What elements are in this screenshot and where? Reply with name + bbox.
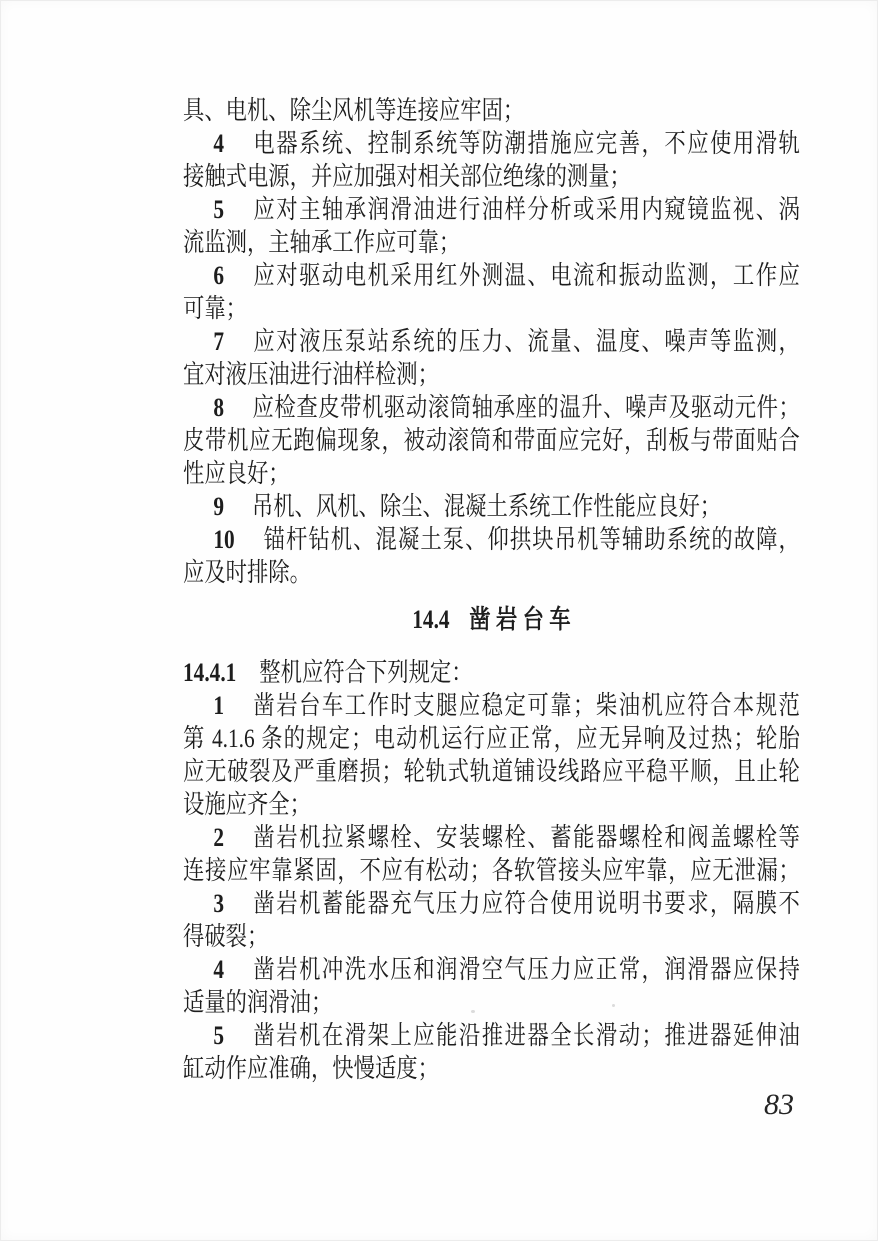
scan-speck xyxy=(612,1004,615,1007)
spec-item-paragraph xyxy=(183,953,878,1019)
section-heading-line xyxy=(183,603,800,636)
spec-item-paragraph xyxy=(183,127,878,193)
text-line: 具、电机、除尘风机等连接应牢固； xyxy=(183,96,525,125)
spec-item-paragraph xyxy=(183,689,878,821)
text-line: 适量的润滑油； xyxy=(183,988,333,1017)
item-number: 6 xyxy=(213,261,225,290)
text-line: 性应良好； xyxy=(183,459,290,488)
spec-item-paragraph xyxy=(183,490,878,523)
section-heading xyxy=(183,603,878,636)
text-line: 5 应对主轴承润滑油进行油样分析或采用内窥镜监视、涡 xyxy=(213,195,800,224)
text-line: 10 锚杆钻机、混凝土泵、仰拱块吊机等辅助系统的故障， xyxy=(213,525,800,554)
text-line: 4 凿岩机冲洗水压和润滑空气压力应正常，润滑器应保持 xyxy=(213,955,800,984)
item-number: 1 xyxy=(213,691,225,720)
text-line: 4 电器系统、控制系统等防潮措施应完善，不应使用滑轨 xyxy=(213,129,800,158)
item-number: 3 xyxy=(213,889,225,918)
text-line: 皮带机应无跑偏现象，被动滚筒和带面应完好，刮板与带面贴合 xyxy=(183,426,800,455)
maintenance-items-list xyxy=(183,94,878,589)
text-line: 宜对液压油进行油样检测； xyxy=(183,360,439,389)
spec-item-paragraph xyxy=(183,325,878,391)
item-number: 4 xyxy=(213,129,225,158)
item-number: 5 xyxy=(213,195,225,224)
spec-item-paragraph xyxy=(183,523,878,589)
section-heading-number: 14.4 xyxy=(412,605,450,634)
spec-item-paragraph xyxy=(183,821,878,887)
text-line: 接触式电源，并应加强对相关部位绝缘的测量； xyxy=(183,162,631,191)
item-number: 8 xyxy=(213,393,225,422)
text-line: 3 凿岩机蓄能器充气压力应符合使用说明书要求，隔膜不 xyxy=(213,889,800,918)
text-line: 14.4.1 整机应符合下列规定： xyxy=(183,658,473,687)
item-number: 4 xyxy=(213,955,225,984)
clause-items-list xyxy=(183,656,878,1085)
item-number: 5 xyxy=(213,1021,225,1050)
item-number: 9 xyxy=(213,492,225,521)
spec-item-paragraph xyxy=(183,391,878,490)
text-line: 可靠； xyxy=(183,294,247,323)
text-line: 连接应牢靠紧固，不应有松动；各软管接头应牢靠，应无泄漏； xyxy=(183,856,800,885)
text-line: 应及时排除。 xyxy=(183,558,311,587)
text-line: 得破裂； xyxy=(183,922,269,951)
spec-item-paragraph xyxy=(183,259,878,325)
text-line: 7 应对液压泵站系统的压力、流量、温度、噪声等监测， xyxy=(213,327,800,356)
text-line: 1 凿岩台车工作时支腿应稳定可靠；柴油机应符合本规范 xyxy=(213,691,800,720)
text-line: 9 吊机、风机、除尘、混凝土系统工作性能应良好； xyxy=(213,492,722,521)
text-line: 5 凿岩机在滑架上应能沿推进器全长滑动；推进器延伸油 xyxy=(213,1021,800,1050)
item-number: 7 xyxy=(213,327,225,356)
text-line: 第 4.1.6 条的规定；电动机运行应正常，应无异响及过热；轮胎 xyxy=(183,724,800,753)
text-line: 设施应齐全； xyxy=(183,790,311,819)
text-line: 流监测，主轴承工作应可靠； xyxy=(183,228,461,257)
spec-item-paragraph xyxy=(183,1019,878,1085)
section-heading-title: 凿 岩 台 车 xyxy=(469,605,571,634)
spec-item-paragraph xyxy=(183,887,878,953)
item-number: 14.4.1 xyxy=(183,658,237,687)
spec-item-paragraph xyxy=(183,656,878,689)
text-line: 应无破裂及严重磨损；轮轨式轨道铺设线路应平稳平顺，且止轮 xyxy=(183,757,800,786)
text-line: 缸动作应准确，快慢适度； xyxy=(183,1054,439,1083)
item-number: 10 xyxy=(213,525,235,554)
text-line: 8 应检查皮带机驱动滚筒轴承座的温升、噪声及驱动元件； xyxy=(213,393,800,422)
spec-item-paragraph xyxy=(183,94,878,127)
item-number: 2 xyxy=(213,823,225,852)
scan-speck xyxy=(471,1010,475,1013)
page-number: 83 xyxy=(764,1088,794,1121)
spec-item-paragraph xyxy=(183,193,878,259)
scan-speck xyxy=(477,129,482,132)
text-line: 6 应对驱动电机采用红外测温、电流和振动监测，工作应 xyxy=(213,261,800,290)
text-line: 2 凿岩机拉紧螺栓、安装螺栓、蓄能器螺栓和阀盖螺栓等 xyxy=(213,823,800,852)
